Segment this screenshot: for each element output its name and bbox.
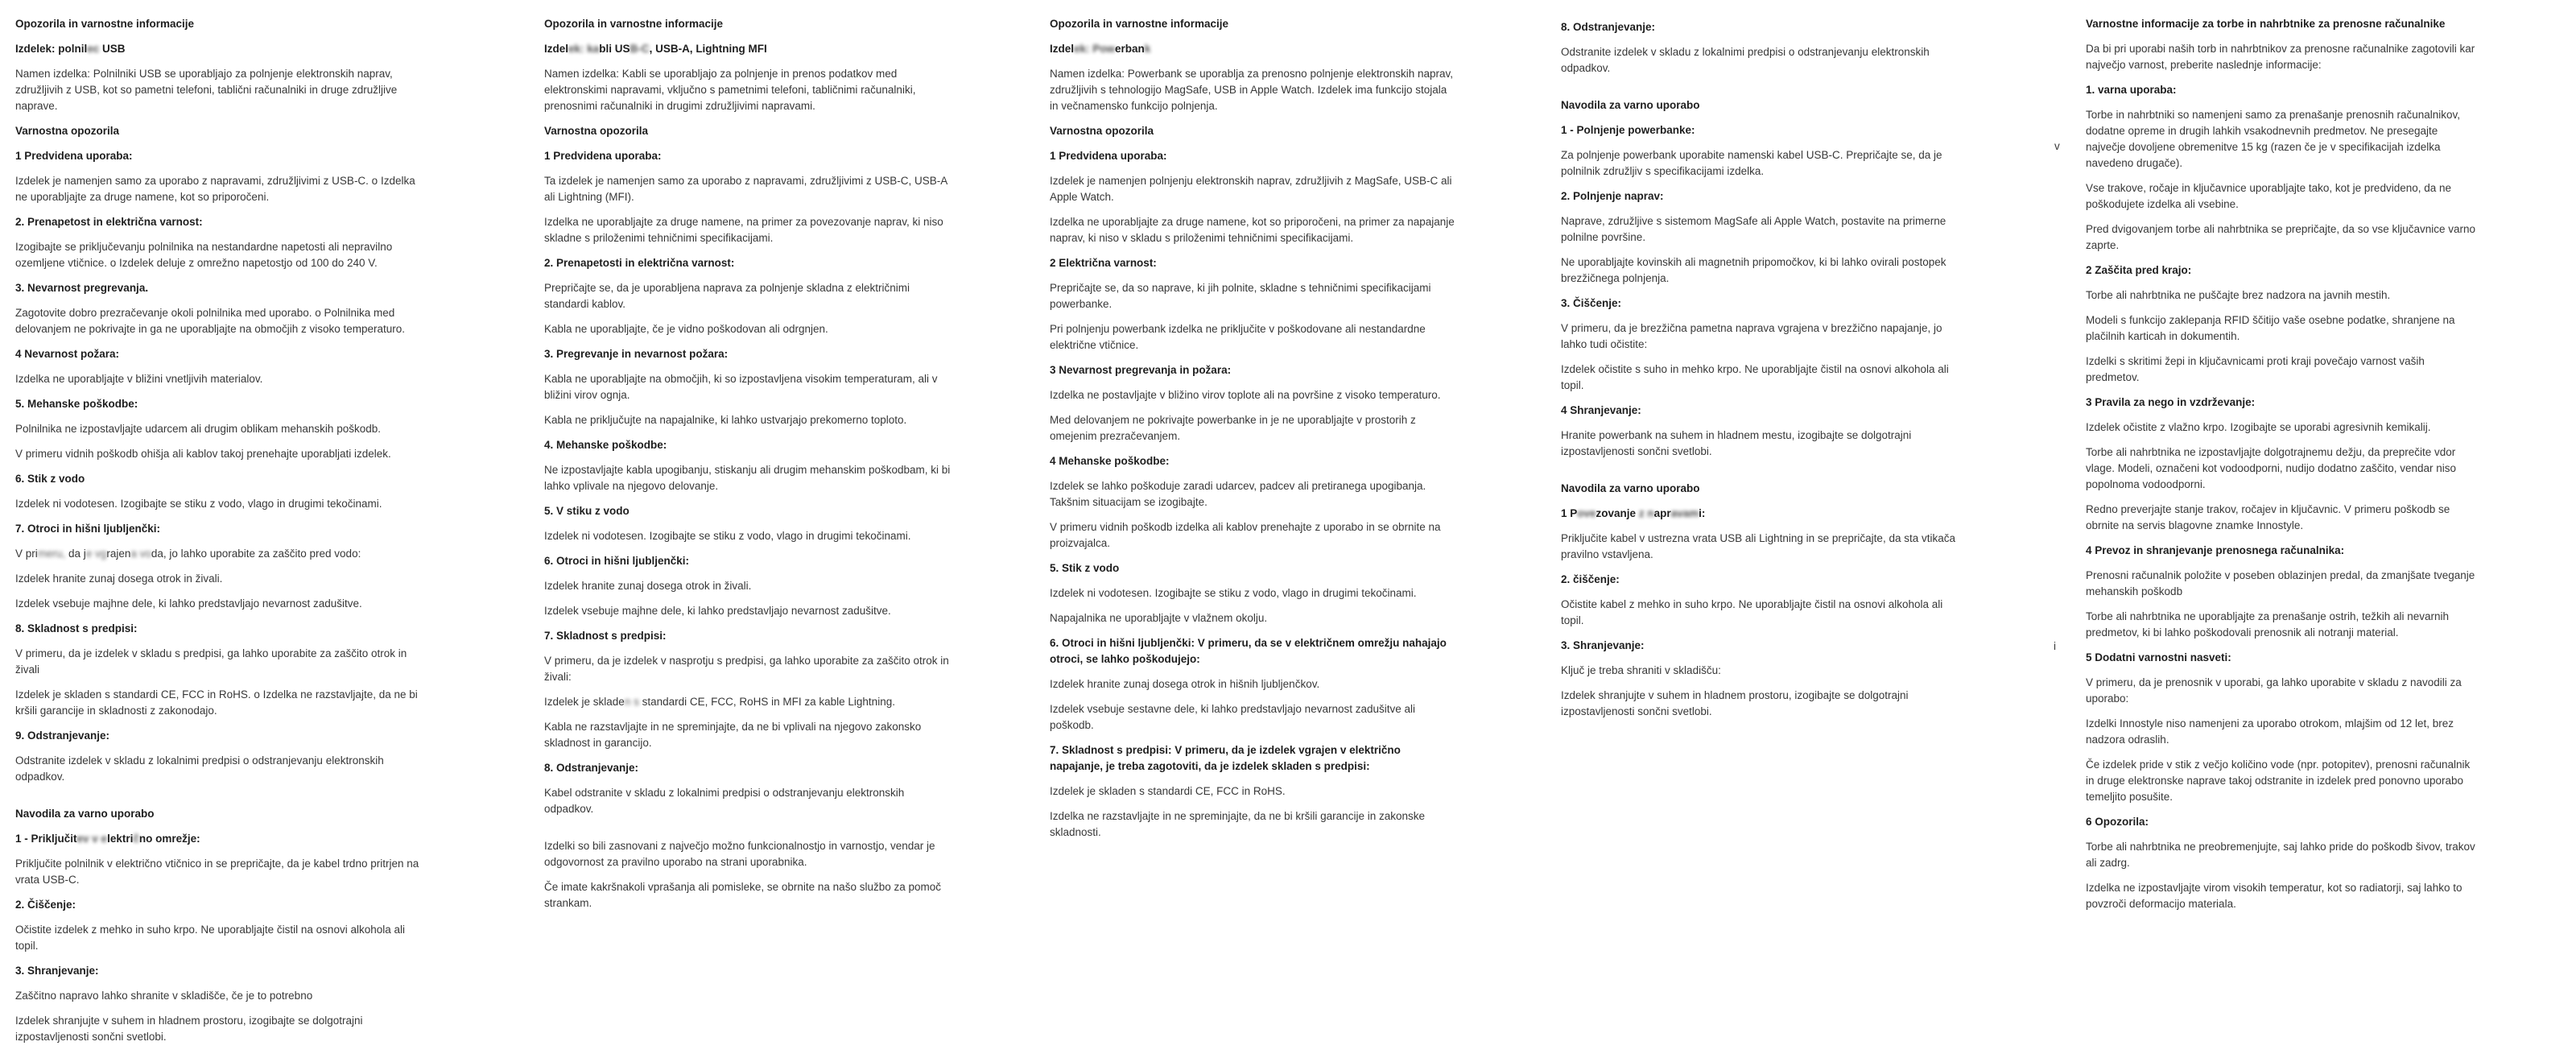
text-run: 7. Skladnost s predpisi: <box>544 630 667 642</box>
paragraph <box>15 371 422 387</box>
paragraph <box>1050 214 1456 246</box>
section-heading <box>1050 41 1456 57</box>
text-run: 2. Prenapetost in električna varnost: <box>15 216 203 228</box>
paragraph <box>2086 107 2476 172</box>
smudged-text-run: č <box>133 833 139 845</box>
text-run: Namen izdelka: Powerbank se uporablja za prenosno polnjenje elektronskih naprav, združljivih s tehnologijo MagSafe, USB in Apple Watch. Izdelek ima funkcijo stojala in večnamensko funkcijo polnjenja. <box>1050 68 1454 112</box>
section-heading <box>544 148 951 164</box>
section-heading <box>1561 19 1967 35</box>
paragraph <box>544 694 951 710</box>
text-run: 3 Nevarnost pregrevanja in požara: <box>1050 364 1232 376</box>
paragraph <box>1561 688 1967 720</box>
section-heading <box>15 471 422 487</box>
text-run: V primeru, da je izdelek v nasprotju s predpisi, ga lahko uporabite za zaščito otrok in živali: <box>544 655 949 683</box>
text-run: Torbe in nahrbtniki so namenjeni samo za prenašanje prenosnih računalnikov, dodatne opreme in drugih lahkih vsakodnevnih predmetov. Ne presegajte največje dovoljene obremenitve 15 kg (razen če je v specifikacijah izdelka navedeno drugače). <box>2086 109 2461 169</box>
text-run: da j <box>65 548 86 560</box>
section-heading <box>15 123 422 139</box>
smudged-text-run: ec <box>87 43 100 55</box>
text-run: Torbe ali nahrbtnika ne preobremenjujte, saj lahko pride do poškodb šivov, trakov ali zadrg. <box>2086 841 2475 869</box>
text-run: 2. Čiščenje: <box>15 899 76 911</box>
text-run: Če izdelek pride v stik z večjo količino vode (npr. potopitev), prenosni računalnik in druge elektronske naprave takoj odstranite in izdelek pred ponovno uporabo temeljito posušite. <box>2086 758 2471 803</box>
paragraph <box>15 421 422 437</box>
section-heading <box>1561 481 1967 497</box>
text-run: Varnostne informacije za torbe in nahrbtnike za prenosne računalnike <box>2086 18 2446 30</box>
text-run: Izdelek očistite z vlažno krpo. Izogibajte se uporabi agresivnih kemikalij. <box>2086 421 2431 433</box>
text-run: Torbe ali nahrbtnika ne puščajte brez nadzora na javnih mestih. <box>2086 289 2391 301</box>
text-run: 3 Pravila za nego in vzdrževanje: <box>2086 396 2256 408</box>
text-run: Izdelka ne razstavljajte in ne spreminjajte, da ne bi kršili garancije in zakonske skladnosti. <box>1050 810 1425 838</box>
text-run: Torbe ali nahrbtnika ne uporabljajte za prenašanje ostrih, težkih ali nevarnih predmetov, ki bi lahko poškodovali prenosnik ali notranji material. <box>2086 610 2450 639</box>
paragraph <box>544 785 951 817</box>
paragraph <box>544 879 951 911</box>
smudged-text-run: e vg <box>85 548 107 560</box>
text-run: V primeru, da je izdelek v skladu s predpisi, ga lahko uporabite za zaščito otrok in živali <box>15 647 407 676</box>
text-run: Izdelek je namenjen polnjenju elektronskih naprav, združljivih z MagSafe, USB-C ali Apple Watch. <box>1050 175 1452 203</box>
paragraph <box>1050 676 1456 692</box>
text-run: Očistite izdelek z mehko in suho krpo. Ne uporabljajte čistil na osnovi alkohola ali topil. <box>15 924 405 952</box>
column-laptop-bags <box>2086 16 2476 921</box>
section-heading <box>15 396 422 412</box>
paragraph <box>544 653 951 685</box>
paragraph <box>1561 254 1967 287</box>
text-run: Med delovanjem ne pokrivajte powerbanke in je ne uporabljajte v prostorih z omejenim prezračevanjem. <box>1050 414 1416 442</box>
section-heading <box>1050 255 1456 271</box>
paragraph <box>2086 609 2476 641</box>
section-heading <box>15 280 422 296</box>
text-run: Izdelek vsebuje sestavne dele, ki lahko predstavljajo nevarnost zadušitve ali poškodb. <box>1050 703 1416 731</box>
text-run: 3. Pregrevanje in nevarnost požara: <box>544 348 729 360</box>
smudged-text-run: B-C <box>630 43 650 55</box>
text-run: Izdelek shranjujte v suhem in hladnem prostoru, izogibajte se dolgotrajni izpostavljenosti sončni svetlobi. <box>15 1015 363 1043</box>
paragraph <box>15 546 422 562</box>
paragraph <box>1561 44 1967 76</box>
paragraph <box>544 528 951 544</box>
paragraph <box>15 1013 422 1045</box>
smudged-text-run: k <box>1144 43 1151 55</box>
column-powerbank <box>1050 16 1456 849</box>
paragraph <box>1050 519 1456 552</box>
paragraph <box>15 173 422 205</box>
paragraph <box>1050 173 1456 205</box>
text-run: Izdelek shranjujte v suhem in hladnem prostoru, izogibajte se dolgotrajni izpostavljenosti sončni svetlobi. <box>1561 689 1909 717</box>
smudged-text-run: ev v e <box>76 833 108 845</box>
paragraph <box>15 239 422 271</box>
smudged-text-run: ove <box>1577 507 1596 519</box>
text-run: standardi CE, FCC, RoHS in MFI za kable Lightning. <box>638 696 895 708</box>
paragraph <box>1050 610 1456 626</box>
text-run: 1 - Polnjenje powerbanke: <box>1561 124 1695 136</box>
text-run: Izdelek hranite zunaj dosega otrok in živali. <box>15 572 223 585</box>
text-run: 2 Električna varnost: <box>1050 257 1157 269</box>
text-run: 5. Stik z vodo <box>1050 562 1120 574</box>
text-run: Prepričajte se, da je uporabljena naprava za polnjenje skladna z električnimi standardi kablov. <box>544 282 910 310</box>
text-run: 1 Predvidena uporaba: <box>1050 150 1167 162</box>
paragraph <box>544 578 951 594</box>
text-run: Namen izdelka: Kabli se uporabljajo za polnjenje in prenos podatkov med elektronskimi napravami, vključno s pametnimi telefoni, tabličnimi računalniki, prenosnimi računalniki in drugimi združljivimi napravami. <box>544 68 916 112</box>
paragraph <box>2086 312 2476 345</box>
text-run: 1 Predvidena uporaba: <box>544 150 662 162</box>
text-run: da, jo lahko uporabite za zaščito pred vodo: <box>151 548 361 560</box>
text-run: Navodila za varno uporabo <box>1561 482 1700 494</box>
paragraph <box>15 988 422 1004</box>
paragraph <box>2086 757 2476 805</box>
column-usb-charger <box>15 16 422 1054</box>
text-run: 8. Skladnost s predpisi: <box>15 622 138 634</box>
text-run: 6. Otroci in hišni ljubljenčki: <box>544 555 690 567</box>
text-run: Napajalnika ne uporabljajte v vlažnem okolju. <box>1050 612 1268 624</box>
paragraph <box>15 496 422 512</box>
paragraph <box>544 719 951 751</box>
smudged-text-run: a vo <box>130 548 151 560</box>
text-run: Izdelka ne postavljajte v bližino virov toplote ali na površine z visoko temperaturo. <box>1050 389 1441 401</box>
section-heading <box>1561 403 1967 419</box>
text-run: 4. Mehanske poškodbe: <box>544 439 667 451</box>
paragraph <box>1561 213 1967 246</box>
text-run: 4 Prevoz in shranjevanje prenosnega računalnika: <box>2086 544 2345 556</box>
text-run: rajen <box>106 548 131 560</box>
text-run: 3. Shranjevanje: <box>15 965 99 977</box>
text-run: Pri polnjenju powerbank izdelka ne priključite v poškodovane ali nestandardne električne vtičnice. <box>1050 323 1426 351</box>
section-heading <box>1561 97 1967 114</box>
text-run: , USB-A, Lightning MFI <box>649 43 767 55</box>
text-run: 9. Odstranjevanje: <box>15 730 110 742</box>
text-run: 2. Prenapetosti in električna varnost: <box>544 257 735 269</box>
text-run: 8. Odstranjevanje: <box>544 762 639 774</box>
paragraph <box>2086 716 2476 748</box>
paragraph <box>15 66 422 114</box>
section-heading <box>544 16 951 32</box>
text-run: Izdelek je skladen s standardi CE, FCC in RoHS. o Izdelka ne razstavljajte, da ne bi kršili garancije in skladnosti z zakonodajo. <box>15 688 418 717</box>
paragraph <box>544 280 951 312</box>
text-run: 4 Shranjevanje: <box>1561 404 1641 416</box>
text-run: Izdelek vsebuje majhne dele, ki lahko predstavljajo nevarnost zadušitve. <box>544 605 891 617</box>
text-run: Izogibajte se priključevanju polnilnika na nestandardne napetosti ali nepravilno ozemljene vtičnice. o Izdelek deluje z omrežno napetostjo od 100 do 240 V. <box>15 241 393 269</box>
text-run: 8. Odstranjevanje: <box>1561 21 1656 33</box>
text-run: Hranite powerbank na suhem in hladnem mestu, izogibajte se dolgotrajni izpostavljenosti sončni svetlobi. <box>1561 429 1912 457</box>
text-run: Izdelek je namenjen samo za uporabo z napravami, združljivimi z USB-C. o Izdelka ne uporabljajte za druge namene, kot so priporočeni. <box>15 175 415 203</box>
paragraph <box>15 687 422 719</box>
text-run: Kabel odstranite v skladu z lokalnimi predpisi o odstranjevanju elektronskih odpadkov. <box>544 787 905 815</box>
text-run: 2 Zaščita pred krajo: <box>2086 264 2192 276</box>
text-run: Za polnjenje powerbank uporabite namenski kabel USB-C. Prepričajte se, da je polnilnik združljiv s specifikacijami izdelka. <box>1561 149 1942 177</box>
text-run: Opozorila in varnostne informacije <box>15 18 195 30</box>
section-heading <box>544 503 951 519</box>
stray-character-artifact: v <box>2054 140 2060 152</box>
section-heading <box>544 255 951 271</box>
section-heading <box>15 806 422 822</box>
text-run: lektri <box>107 833 134 845</box>
paragraph <box>544 321 951 337</box>
paragraph <box>15 922 422 954</box>
text-run: Izdelki Innostyle niso namenjeni za uporabo otrokom, mlajšim od 12 let, brez nadzora odraslih. <box>2086 717 2454 746</box>
text-run: bli US <box>599 43 630 55</box>
text-run: 6. Otroci in hišni ljubljenčki: V primeru, da se v električnem omrežju nahajajo otroci, se lahko poškodujejo: <box>1050 637 1447 665</box>
text-run: Izdel <box>544 43 569 55</box>
text-run: Varnostna opozorila <box>544 125 649 137</box>
text-run: V pri <box>15 548 38 560</box>
text-run: Zagotovite dobro prezračevanje okoli polnilnika med uporabo. o Polnilnika med delovanjem ne pokrivajte in ga ne uporabljajte na območjih z visoko temperaturo. <box>15 307 406 335</box>
text-run: Modeli s funkcijo zaklepanja RFID ščitijo vaše osebne podatke, shranjene na plačilnih karticah in dokumentih. <box>2086 314 2455 342</box>
text-run: 2. čiščenje: <box>1561 573 1620 585</box>
section-heading <box>544 437 951 453</box>
text-run: Zaščitno napravo lahko shranite v skladišče, če je to potrebno <box>15 990 313 1002</box>
text-run: V primeru vidnih poškodb izdelka ali kablov prenehajte z uporabo in se obrnite na proizvajalca. <box>1050 521 1441 549</box>
paragraph <box>1561 320 1967 353</box>
text-run: Prenosni računalnik položite v poseben oblazinjen predal, da zmanjšate tveganje mehanskih poškodb <box>2086 569 2475 597</box>
text-run: 4 Mehanske poškodbe: <box>1050 455 1170 467</box>
text-run: Navodila za varno uporabo <box>15 808 155 820</box>
text-run: Ne uporabljajte kovinskih ali magnetnih pripomočkov, ki bi lahko ovirali postopek brezžičnega polnjenja. <box>1561 256 1946 284</box>
text-run: Izdelka ne uporabljajte za druge namene, na primer za povezovanje naprav, ki niso skladne s priloženimi tehničnimi specifikacijami. <box>544 216 943 244</box>
paragraph <box>2086 287 2476 304</box>
text-run: Namen izdelka: Polnilniki USB se uporabljajo za polnjenje elektronskih naprav, združljivih z USB, kot so pametni telefoni, tablični računalniki in druge združljive naprave. <box>15 68 398 112</box>
text-run: 5 Dodatni varnostni nasveti: <box>2086 651 2231 663</box>
paragraph <box>15 646 422 678</box>
paragraph <box>15 596 422 612</box>
section-heading <box>15 148 422 164</box>
text-run: V primeru, da je prenosnik v uporabi, ga lahko uporabite v skladu z navodili za uporabo: <box>2086 676 2462 705</box>
paragraph <box>1050 585 1456 601</box>
paragraph <box>544 66 951 114</box>
text-run: Izdelek hranite zunaj dosega otrok in hišnih ljubljenčkov. <box>1050 678 1320 690</box>
text-run: 2. Polnjenje naprav: <box>1561 190 1664 202</box>
text-run: Kabla ne uporabljajte na območjih, ki so izpostavljena visokim temperaturam, ali v bližini virov ognja. <box>544 373 938 401</box>
text-run: Odstranite izdelek v skladu z lokalnimi predpisi o odstranjevanju elektronskih odpadkov. <box>15 754 384 783</box>
paragraph <box>1050 701 1456 734</box>
paragraph <box>1050 321 1456 353</box>
text-run: Priključite kabel v ustrezna vrata USB ali Lightning in se prepričajte, da sta vtikača pravilno vstavljena. <box>1561 532 1955 560</box>
paragraph <box>2086 353 2476 386</box>
section-heading <box>1050 560 1456 577</box>
text-run: 1 - Priključit <box>15 833 77 845</box>
text-run: Izdelek je skladen s standardi CE, FCC in RoHS. <box>1050 785 1286 797</box>
paragraph <box>2086 221 2476 254</box>
text-run: Kabla ne uporabljajte, če je vidno poškodovan ali odrgnjen. <box>544 323 828 335</box>
text-run: Izdelek: polnil <box>15 43 88 55</box>
column-instructions <box>1561 19 1967 729</box>
text-run: 1 P <box>1561 507 1578 519</box>
paragraph <box>544 412 951 428</box>
section-heading <box>15 728 422 744</box>
section-heading <box>15 346 422 362</box>
section-heading <box>2086 262 2476 279</box>
text-run: erban <box>1115 43 1145 55</box>
paragraph <box>1561 597 1967 629</box>
paragraph <box>1050 387 1456 403</box>
section-heading <box>1050 362 1456 378</box>
paragraph <box>544 603 951 619</box>
paragraph <box>2086 880 2476 912</box>
text-run: 6 Opozorila: <box>2086 816 2149 828</box>
paragraph <box>2086 420 2476 436</box>
text-run: Varnostna opozorila <box>15 125 120 137</box>
text-run: 5. V stiku z vodo <box>544 505 630 517</box>
section-heading <box>15 521 422 537</box>
paragraph <box>1561 362 1967 394</box>
paragraph <box>15 753 422 785</box>
paragraph <box>544 214 951 246</box>
section-heading <box>15 963 422 979</box>
section-heading <box>15 214 422 230</box>
text-run: Vse trakove, ročaje in ključavnice uporabljajte tako, kot je predvideno, da ne poškodujete izdelka ali vsebine. <box>2086 182 2452 210</box>
paragraph <box>1050 280 1456 312</box>
paragraph <box>15 305 422 337</box>
text-run: i: <box>1699 507 1706 519</box>
section-heading <box>544 553 951 569</box>
section-heading <box>544 41 951 57</box>
text-run: Izdelek hranite zunaj dosega otrok in živali. <box>544 580 752 592</box>
section-heading <box>2086 395 2476 411</box>
text-run: 3. Shranjevanje: <box>1561 639 1645 651</box>
text-run: Izdelek vsebuje majhne dele, ki lahko predstavljajo nevarnost zadušitve. <box>15 597 362 610</box>
text-run: 4 Nevarnost požara: <box>15 348 120 360</box>
paragraph <box>544 173 951 205</box>
text-run: 1 Predvidena uporaba: <box>15 150 133 162</box>
text-run: USB <box>99 43 126 55</box>
section-heading <box>1561 572 1967 588</box>
section-heading <box>1561 506 1967 522</box>
paragraph <box>1561 663 1967 679</box>
text-run: Prepričajte se, da so naprave, ki jih polnite, skladne s tehničnimi specifikacijami powerbanke. <box>1050 282 1431 310</box>
text-run: Opozorila in varnostne informacije <box>1050 18 1229 30</box>
paragraph <box>1050 783 1456 800</box>
text-run: Polnilnika ne izpostavljajte udarcem ali drugim oblikam mehanskih poškodb. <box>15 423 381 435</box>
section-heading <box>2086 650 2476 666</box>
text-run: 7. Otroci in hišni ljubljenčki: <box>15 523 161 535</box>
section-heading <box>1561 638 1967 654</box>
paragraph <box>1561 531 1967 563</box>
section-heading <box>1050 148 1456 164</box>
text-run: Redno preverjajte stanje trakov, ročajev in ključavnic. V primeru poškodb se obrnite na servis blagovne znamke Innostyle. <box>2086 503 2450 531</box>
paragraph <box>2086 568 2476 600</box>
column-cables <box>544 16 951 920</box>
text-run: Ne izpostavljajte kabla upogibanju, stiskanju ali drugim mehanskim poškodbam, ki bi lahko vplivale na njegovo delovanje. <box>544 464 951 492</box>
text-run: 3. Nevarnost pregrevanja. <box>15 282 149 294</box>
section-heading <box>544 760 951 776</box>
section-heading <box>1561 122 1967 138</box>
text-run: Pred dvigovanjem torbe ali nahrbtnika se prepričajte, da so vse ključavnice varno zaprte. <box>2086 223 2476 251</box>
paragraph <box>1050 66 1456 114</box>
paragraph <box>544 838 951 870</box>
section-heading <box>2086 82 2476 98</box>
text-run: Izdelek se lahko poškoduje zaradi udarcev, padcev ali pretiranega upogibanja. Takšnim situacijam se izogibajte. <box>1050 480 1426 508</box>
text-run: Izdelek ni vodotesen. Izogibajte se stiku z vodo, vlago in drugimi tekočinami. <box>15 498 382 510</box>
paragraph <box>2086 502 2476 534</box>
text-run: Odstranite izdelek v skladu z lokalnimi predpisi o odstranjevanju elektronskih odpadkov. <box>1561 46 1930 74</box>
text-run: Izdelka ne uporabljajte za druge namene, kot so priporočeni, na primer za napajanje naprav, ki niso v skladu s priloženimi tehničnimi specifikacijami. <box>1050 216 1455 244</box>
paragraph <box>15 446 422 462</box>
section-heading <box>1050 16 1456 32</box>
text-run: Ta izdelek je namenjen samo za uporabo z napravami, združljivimi z USB-C, USB-A ali Lightning (MFI). <box>544 175 947 203</box>
text-run: Izdelki s skritimi žepi in ključavnicami proti kraji povečajo varnost vaših predmetov. <box>2086 355 2425 383</box>
section-heading <box>1050 635 1456 668</box>
text-run: V primeru, da je brezžična pametna naprava vgrajena v brezžično napajanje, jo lahko tudi očistite: <box>1561 322 1942 350</box>
text-run: Očistite kabel z mehko in suho krpo. Ne uporabljajte čistil na osnovi alkohola ali topil. <box>1561 598 1943 626</box>
text-run: Priključite polnilnik v električno vtičnico in se prepričajte, da je kabel trdno pritrjen na vrata USB-C. <box>15 858 419 886</box>
text-run: no omrežje: <box>138 833 200 845</box>
text-run: Navodila za varno uporabo <box>1561 99 1700 111</box>
text-run: V primeru vidnih poškodb ohišja ali kablov takoj prenehajte uporabljati izdelek. <box>15 448 391 460</box>
text-run: Opozorila in varnostne informacije <box>544 18 724 30</box>
smudged-text-run: n s <box>624 696 639 708</box>
paragraph <box>2086 180 2476 213</box>
section-heading <box>15 621 422 637</box>
section-heading <box>1050 453 1456 469</box>
section-heading <box>15 831 422 847</box>
smudged-text-run: avam <box>1670 507 1699 519</box>
paragraph <box>544 371 951 403</box>
section-heading <box>544 346 951 362</box>
paragraph <box>15 856 422 888</box>
section-heading <box>15 897 422 913</box>
text-run: 6. Stik z vodo <box>15 473 85 485</box>
section-heading <box>2086 16 2476 32</box>
text-run: Torbe ali nahrbtnika ne izpostavljajte dolgotrajnemu dežju, da preprečite vdor vlage. Modeli, označeni kot vodoodporni, nudijo dodatno zaščito, vendar niso popolnoma vodoodporni. <box>2086 446 2457 490</box>
text-run: 7. Skladnost s predpisi: V primeru, da je izdelek vgrajen v električno napajanje, je treba zagotoviti, da je izdelek skladen s predpisi: <box>1050 744 1401 772</box>
text-run: Izdelka ne izpostavljajte virom visokih temperatur, kot so radiatorji, saj lahko to povzroči deformacijo materiala. <box>2086 882 2462 910</box>
paragraph <box>544 462 951 494</box>
text-run: Če imate kakršnakoli vprašanja ali pomisleke, se obrnite na našo službo za pomoč strankam. <box>544 881 942 909</box>
paragraph <box>1050 808 1456 841</box>
paragraph <box>1561 147 1967 180</box>
section-heading <box>2086 814 2476 830</box>
section-heading <box>1561 188 1967 205</box>
text-run: 5. Mehanske poškodbe: <box>15 398 138 410</box>
text-run: Izdelek ni vodotesen. Izogibajte se stiku z vodo, vlago in drugimi tekočinami. <box>544 530 911 542</box>
paragraph <box>2086 444 2476 493</box>
text-run: apr <box>1653 507 1671 519</box>
stray-character-artifact: i <box>2054 640 2056 652</box>
section-heading <box>2086 543 2476 559</box>
text-run: zovanje <box>1596 507 1639 519</box>
smudged-text-run: ek: Pow <box>1074 43 1116 55</box>
paragraph <box>2086 675 2476 707</box>
section-heading <box>544 628 951 644</box>
text-run: Izdelek očistite s suho in mehko krpo. Ne uporabljajte čistil na osnovi alkohola ali topil. <box>1561 363 1949 391</box>
section-heading <box>15 16 422 32</box>
smudged-text-run: z n <box>1638 507 1654 519</box>
text-run: Kabla ne priključujte na napajalnike, ki lahko ustvarjajo prekomerno toploto. <box>544 414 907 426</box>
paragraph <box>2086 839 2476 871</box>
text-run: 3. Čiščenje: <box>1561 297 1622 309</box>
paragraph <box>1050 478 1456 510</box>
text-run: Da bi pri uporabi naših torb in nahrbtnikov za prenosne računalnike zagotovili kar največjo varnost, preberite naslednje informacije: <box>2086 43 2475 71</box>
section-heading <box>1050 123 1456 139</box>
text-run: Naprave, združljive s sistemom MagSafe ali Apple Watch, postavite na primerne polnilne površine. <box>1561 215 1946 243</box>
paragraph <box>2086 41 2476 73</box>
text-run: Kabla ne razstavljajte in ne spreminjajte, da ne bi vplivali na njegovo zakonsko skladnost in garancijo. <box>544 721 922 749</box>
smudged-text-run: ek: ka <box>568 43 600 55</box>
text-run: Izdelek ni vodotesen. Izogibajte se stiku z vodo, vlago in drugimi tekočinami. <box>1050 587 1417 599</box>
text-run: Izdel <box>1050 43 1075 55</box>
paragraph <box>1561 428 1967 460</box>
text-run: Varnostna opozorila <box>1050 125 1154 137</box>
smudged-text-run: meru, <box>37 548 66 560</box>
section-heading <box>544 123 951 139</box>
text-run: Izdelek je sklade <box>544 696 625 708</box>
paragraph <box>15 571 422 587</box>
paragraph <box>1050 412 1456 444</box>
text-run: Izdelki so bili zasnovani z največjo možno funkcionalnostjo in varnostjo, vendar je odgovornost za pravilno uporabo na strani uporabnika. <box>544 840 935 868</box>
text-run: Ključ je treba shraniti v skladišču: <box>1561 664 1721 676</box>
section-heading <box>1050 742 1456 775</box>
section-heading <box>15 41 422 57</box>
text-run: 1. varna uporaba: <box>2086 84 2177 96</box>
section-heading <box>1561 296 1967 312</box>
text-run: Izdelka ne uporabljajte v bližini vnetljivih materialov. <box>15 373 263 385</box>
